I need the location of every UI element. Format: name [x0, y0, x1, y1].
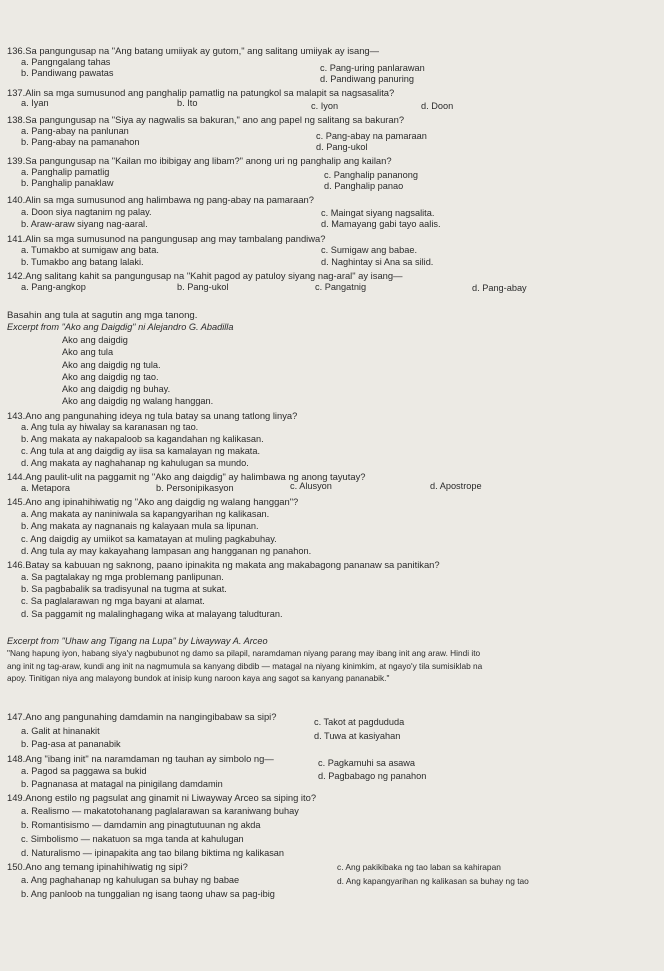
- question-144: 144.Ang paulit-ulit na paggamit ng "Ako ang daigdig" ay halimbawa ng anong tayutay?: [7, 471, 366, 482]
- section-instruction: Basahin ang tula at sagutin ang mga tanong.: [7, 310, 198, 321]
- choice-141-b: b. Tumakbo ang batang lalaki.: [21, 257, 144, 267]
- poem-line-5: Ako ang daigdig ng buhay.: [62, 384, 171, 394]
- choice-144-d: d. Apostrope: [430, 481, 482, 491]
- poem-line-1: Ako ang daigdig: [62, 335, 128, 345]
- choice-145-c: c. Ang daigdig ay umiikot sa kamatayan at muling pagkabuhay.: [21, 534, 277, 544]
- choice-150-a: a. Ang paghahanap ng kahulugan sa buhay ng babae: [21, 875, 240, 885]
- question-140: 140.Alin sa mga sumusunod ang halimbawa ng pang-abay na pamaraan?: [7, 194, 314, 205]
- question-137: 137.Alin sa mga sumusunod ang panghalip pamatlig na patungkol sa malapit sa nagsasalita?: [7, 87, 395, 98]
- choice-146-b: b. Sa pagbabalik sa tradisyunal na tugma at sukat.: [21, 584, 227, 594]
- choice-145-b: b. Ang makata ay nagnanais ng kalayaan mula sa lipunan.: [21, 521, 259, 531]
- question-146: 146.Batay sa kabuuan ng saknong, paano ipinakita ng makata ang makabagong pananaw sa panitikan?: [7, 559, 440, 570]
- choice-136-d: d. Pandiwang panuring: [320, 74, 414, 84]
- choice-144-a: a. Metapora: [21, 483, 71, 493]
- passage-line-3: apoy. Tinitigan niya ang malayong bundok at inisip kung naroon kaya ang sagot sa kanyang pananabik.": [7, 673, 390, 683]
- choice-145-d: d. Ang tula ay may kakayahang lampasan ang hangganan ng panahon.: [21, 546, 312, 556]
- poem-line-2: Ako ang tula: [62, 347, 114, 357]
- choice-143-a: a. Ang tula ay hiwalay sa karanasan ng tao.: [21, 422, 199, 432]
- poem-line-3: Ako ang daigdig ng tula.: [62, 360, 161, 370]
- choice-140-b: b. Araw-araw siyang nag-aaral.: [21, 219, 148, 229]
- choice-150-b: b. Ang panloob na tunggalian ng isang taong uhaw sa pag-ibig: [21, 889, 275, 899]
- poem-line-4: Ako ang daigdig ng tao.: [62, 372, 159, 382]
- choice-137-a: a. Iyan: [21, 98, 49, 108]
- choice-143-c: c. Ang tula at ang daigdig ay iisa sa kamalayan ng makata.: [21, 446, 261, 456]
- choice-138-b: b. Pang-abay na pamanahon: [21, 137, 140, 147]
- choice-142-d: d. Pang-abay: [472, 283, 527, 293]
- story-source: Excerpt from "Uhaw ang Tigang na Lupa" by Liwayway A. Arceo: [7, 636, 268, 646]
- question-142: 142.Ang salitang kahit sa pangungusap na "Kahit pagod ay patuloy siyang nag-aral" ay isang—: [7, 270, 403, 281]
- poem-source: Excerpt from "Ako ang Daigdig" ni Alejandro G. Abadilla: [7, 322, 234, 332]
- choice-145-a: a. Ang makata ay naniniwala sa kapangyarihan ng kalikasan.: [21, 509, 270, 519]
- passage-line-1: "Nang hapung iyon, habang siya'y nagbubunot ng damo sa pilapil, naramdaman niyang parang may ibang init ang araw. Hindi ito: [7, 648, 481, 658]
- choice-137-b: b. Ito: [177, 98, 198, 108]
- question-143: 143.Ano ang pangunahing ideya ng tula batay sa unang tatlong linya?: [7, 410, 298, 421]
- poem-line-6: Ako ang daigdig ng walang hanggan.: [62, 396, 214, 406]
- question-150: 150.Ano ang temang ipinahihiwatig ng sipi?: [7, 861, 188, 872]
- choice-142-b: b. Pang-ukol: [177, 282, 229, 292]
- choice-146-c: c. Sa paglalarawan ng mga bayani at alamat.: [21, 596, 205, 606]
- question-139: 139.Sa pangungusap na "Kailan mo ibibigay ang libam?" anong uri ng panghalip ang kailan?: [7, 155, 392, 166]
- choice-138-a: a. Pang-abay na panlunan: [21, 126, 129, 136]
- choice-149-a: a. Realismo — makatotohanang paglalarawan sa karaniwang buhay: [21, 806, 299, 816]
- choice-146-a: a. Sa pagtalakay ng mga problemang panlipunan.: [21, 572, 224, 582]
- choice-140-c: c. Maingat siyang nagsalita.: [321, 208, 435, 218]
- choice-147-d: d. Tuwa at kasiyahan: [314, 731, 401, 741]
- question-138: 138.Sa pangungusap na "Siya ay nagwalis sa bakuran," ano ang papel ng salitang sa bakuran?: [7, 114, 405, 125]
- question-147: 147.Ano ang pangunahing damdamin na nangingibabaw sa sipi?: [7, 711, 277, 722]
- choice-139-b: b. Panghalip panaklaw: [21, 178, 114, 188]
- choice-138-c: c. Pang-abay na pamaraan: [316, 131, 427, 141]
- choice-149-c: c. Simbolismo — nakatuon sa mga tanda at kahulugan: [21, 834, 244, 844]
- choice-136-a: a. Pangngalang tahas: [21, 57, 111, 67]
- choice-140-a: a. Doon siya nagtanim ng palay.: [21, 207, 152, 217]
- passage-line-2: ang init ng tag-araw, kundi ang init na nagmumula sa kanyang dibdib — matagal na niyang kinimkim, at ngayo'y tila sumisiklab na: [7, 661, 483, 671]
- choice-148-b: b. Pagnanasa at matagal na pinigilang damdamin: [21, 779, 223, 789]
- choice-137-d: d. Doon: [421, 101, 454, 111]
- choice-149-d: d. Naturalismo — ipinapakita ang tao bilang biktima ng kalikasan: [21, 848, 285, 858]
- choice-147-c: c. Takot at pagdududa: [314, 717, 405, 727]
- question-148: 148.Ang "ibang init" na naramdaman ng tauhan ay simbolo ng—: [7, 753, 274, 764]
- choice-141-a: a. Tumakbo at sumigaw ang bata.: [21, 245, 159, 255]
- choice-137-c: c. Iyon: [311, 101, 339, 111]
- choice-139-a: a. Panghalip pamatlig: [21, 167, 110, 177]
- choice-136-b: b. Pandiwang pawatas: [21, 68, 114, 78]
- question-136: 136.Sa pangungusap na "Ang batang umiiyak ay gutom," ang salitang umiiyak ay isang—: [7, 45, 379, 56]
- choice-136-c: c. Pang-uring panlarawan: [320, 63, 425, 73]
- choice-150-c: c. Ang pakikibaka ng tao laban sa kahirapan: [337, 862, 501, 872]
- choice-150-d: d. Ang kapangyarihan ng kalikasan sa buhay ng tao: [337, 876, 529, 886]
- choice-149-b: b. Romantisismo — damdamin ang pinagtutuunan ng akda: [21, 820, 261, 830]
- choice-141-d: d. Naghintay si Ana sa silid.: [321, 257, 434, 267]
- choice-147-b: b. Pag-asa at pananabik: [21, 739, 121, 749]
- choice-142-c: c. Pangatnig: [315, 282, 367, 292]
- choice-143-b: b. Ang makata ay nakapaloob sa kagandahan ng kalikasan.: [21, 434, 264, 444]
- question-145: 145.Ano ang ipinahihiwatig ng "Ako ang daigdig ng walang hanggan"?: [7, 496, 299, 507]
- choice-138-d: d. Pang-ukol: [316, 142, 368, 152]
- question-149: 149.Anong estilo ng pagsulat ang ginamit ni Liwayway Arceo sa siping ito?: [7, 792, 317, 803]
- choice-144-b: b. Personipikasyon: [156, 483, 234, 493]
- choice-144-c: c. Alusyon: [290, 481, 332, 491]
- question-141: 141.Alin sa mga sumusunod na pangungusap ang may tambalang pandiwa?: [7, 233, 326, 244]
- choice-142-a: a. Pang-angkop: [21, 282, 86, 292]
- choice-139-c: c. Panghalip pananong: [324, 170, 418, 180]
- choice-139-d: d. Panghalip panao: [324, 181, 404, 191]
- choice-141-c: c. Sumigaw ang babae.: [321, 245, 418, 255]
- choice-147-a: a. Galit at hinanakit: [21, 726, 100, 736]
- choice-146-d: d. Sa paggamit ng malalinghagang wika at malayang taludturan.: [21, 609, 283, 619]
- choice-143-d: d. Ang makata ay naghahanap ng kahulugan sa mundo.: [21, 458, 249, 468]
- choice-148-c: c. Pagkamuhi sa asawa: [318, 758, 416, 768]
- choice-140-d: d. Mamayang gabi tayo aalis.: [321, 219, 441, 229]
- choice-148-a: a. Pagod sa paggawa sa bukid: [21, 766, 147, 776]
- choice-148-d: d. Pagbabago ng panahon: [318, 771, 427, 781]
